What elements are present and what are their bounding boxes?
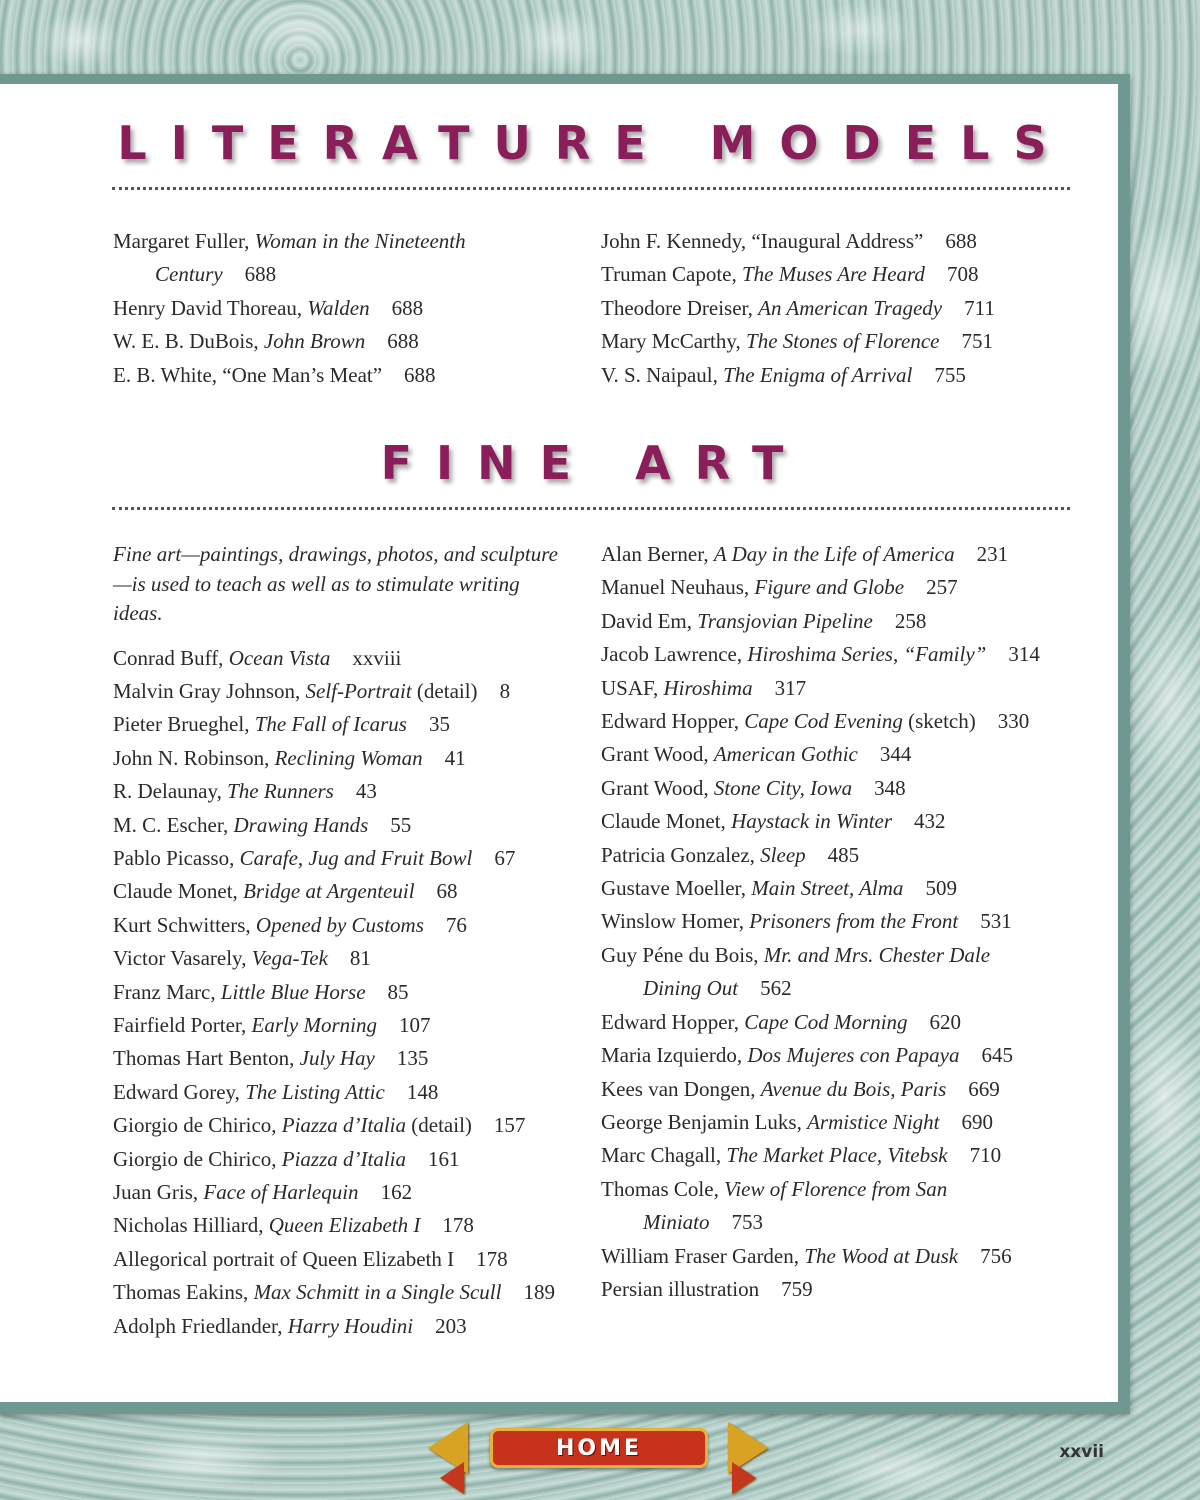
list-item <box>601 1039 1081 1072</box>
literature-models-right-column <box>601 225 1081 392</box>
entry-title: Drawing Hands <box>233 812 369 837</box>
entry-author: Edward Hopper, <box>601 709 745 734</box>
entry-author: Malvin Gray Johnson, <box>113 678 306 703</box>
entry-page-number: 55 <box>390 812 412 837</box>
entry-author: Conrad Buff, <box>113 645 229 670</box>
entry-author: Thomas Hart Benton, <box>113 1046 300 1071</box>
entry-page-number: 43 <box>355 779 377 804</box>
entry-title: An American Tragedy <box>758 295 943 320</box>
list-item <box>601 571 1081 604</box>
entry-page-number: 432 <box>914 809 946 834</box>
list-item <box>113 1176 593 1209</box>
entry-author: Henry David Thoreau, <box>113 295 308 320</box>
entry-author: Alan Berner, <box>601 542 714 566</box>
entry-title-continued: Miniato <box>643 1210 710 1235</box>
list-item <box>601 292 1081 325</box>
entry-page-number: 203 <box>435 1313 467 1338</box>
list-item <box>601 538 1081 571</box>
list-item <box>601 772 1081 805</box>
entry-page-number: 708 <box>946 262 979 287</box>
list-item <box>601 905 1081 938</box>
entry-author: Kurt Schwitters, <box>113 912 256 937</box>
entry-page-number: 157 <box>493 1113 526 1138</box>
entry-title-continued: Century <box>155 262 223 287</box>
list-item <box>113 842 593 875</box>
entry-title: Opened by Customs <box>255 912 424 937</box>
list-item <box>113 1042 593 1075</box>
entry-title: Walden <box>307 295 370 320</box>
entry-author: Patricia Gonzalez, <box>601 842 761 867</box>
list-item <box>113 1009 593 1042</box>
list-item <box>113 1076 593 1109</box>
entry-title: Reclining Woman <box>274 745 423 770</box>
entry-author: Claude Monet, <box>601 809 732 834</box>
list-item <box>113 875 593 908</box>
entry-title: The Muses Are Heard <box>741 262 925 287</box>
entry-author: John N. Robinson, <box>113 745 275 770</box>
entry-title: Cape Cod Morning <box>744 1009 908 1034</box>
entry-author: Maria Izquierdo, <box>601 1043 748 1068</box>
entry-title-continued: Dining Out <box>643 976 739 1001</box>
entry-title: Carafe, Jug and Fruit Bowl <box>239 845 473 870</box>
entry-title: View of Florence from San <box>724 1176 948 1201</box>
list-item <box>601 258 1081 291</box>
entry-author: Manuel Neuhaus, <box>601 575 755 600</box>
entry-author: Pieter Brueghel, <box>113 712 255 737</box>
list-item <box>113 775 593 808</box>
list-item <box>601 839 1081 872</box>
entry-page-number: 688 <box>404 362 436 387</box>
entry-author: E. B. White, “One Man’s Meat” <box>113 362 383 387</box>
entry-page-number: 562 <box>760 976 792 1001</box>
entry-page-number: 711 <box>964 295 995 320</box>
entry-author: Fairfield Porter, <box>113 1012 252 1037</box>
list-item <box>113 942 593 975</box>
entry-title: Little Blue Horse <box>220 979 366 1004</box>
entry-author: Gustave Moeller, <box>601 876 752 901</box>
entry-title: Vega-Tek <box>251 946 328 971</box>
entry-author: Giorgio de Chirico, <box>113 1146 282 1171</box>
entry-author: Allegorical portrait of Queen Elizabeth I <box>113 1246 455 1271</box>
list-item <box>113 359 593 392</box>
entry-author: Giorgio de Chirico, <box>113 1113 282 1138</box>
entry-title: Mr. and Mrs. Chester Dale <box>763 942 991 967</box>
entry-page-number: 67 <box>494 845 516 870</box>
entry-author: George Benjamin Luks, <box>601 1109 808 1134</box>
entry-page-number: 710 <box>969 1143 1002 1168</box>
entry-page-number: 41 <box>444 745 466 770</box>
list-item <box>601 1173 1081 1240</box>
entry-author: Thomas Cole, <box>601 1176 725 1201</box>
list-item <box>601 1073 1081 1106</box>
fine-art-heading: FINE ART <box>380 436 808 490</box>
entry-page-number: xxviii <box>352 645 402 670</box>
entry-author: Grant Wood, <box>601 742 714 767</box>
fine-art-intro: Fine art—paintings, drawings, photos, and sculpture—is used to teach as well as to stimulate writing ideas. <box>113 542 558 625</box>
entry-title: The Enigma of Arrival <box>723 362 913 387</box>
entry-title: Cape Cod Evening <box>744 709 903 734</box>
list-item <box>601 605 1081 638</box>
entry-title: Stone City, Iowa <box>713 775 853 800</box>
entry-page-number: 231 <box>976 542 1009 566</box>
entry-page-number: 189 <box>523 1280 555 1305</box>
entry-page-number: 135 <box>396 1046 429 1071</box>
entry-author: Mary McCarthy, <box>601 329 747 354</box>
list-item <box>113 675 593 708</box>
list-item <box>601 672 1081 705</box>
entry-author: Theodore Dreiser, <box>601 295 759 320</box>
entry-title: Hiroshima Series, “Family” <box>747 642 987 667</box>
entry-continuation <box>601 1206 1081 1239</box>
entry-title: The Wood at Dusk <box>804 1243 959 1268</box>
list-item <box>601 638 1081 671</box>
entry-continuation <box>601 972 1081 1005</box>
entry-author: John F. Kennedy, “Inaugural Address” <box>601 229 924 253</box>
entry-title: Dos Mujeres con Papaya <box>747 1043 960 1068</box>
entry-author: Edward Gorey, <box>113 1079 246 1104</box>
list-item <box>601 359 1081 392</box>
entry-author: Franz Marc, <box>113 979 221 1004</box>
entry-title: Ocean Vista <box>228 645 331 670</box>
list-item <box>113 1143 593 1176</box>
entry-author: R. Delaunay, <box>113 779 228 804</box>
entry-title: Hiroshima <box>663 675 753 700</box>
entry-title: The Runners <box>227 779 334 804</box>
list-item <box>113 1109 593 1142</box>
entry-author: Thomas Eakins, <box>113 1280 254 1305</box>
entry-page-number: 257 <box>926 575 958 600</box>
entry-title: A Day in the Life of America <box>713 542 955 566</box>
literature-models-heading: LITERATURE MODELS <box>117 116 1071 170</box>
entry-title: Queen Elizabeth I <box>268 1213 421 1238</box>
entry-note: (sketch) <box>902 709 976 734</box>
entry-page-number: 314 <box>1008 642 1040 667</box>
entry-page-number: 669 <box>968 1076 1000 1101</box>
fine-art-right-column <box>601 538 1081 1306</box>
list-item <box>113 1276 593 1309</box>
literature-models-left-column <box>113 225 593 392</box>
list-item <box>601 805 1081 838</box>
entry-author: V. S. Naipaul, <box>601 362 724 387</box>
entry-page-number: 751 <box>961 329 993 354</box>
entry-page-number: 756 <box>980 1243 1012 1268</box>
home-button[interactable]: HOME <box>490 1428 708 1468</box>
entry-page-number: 348 <box>874 775 906 800</box>
list-item <box>113 1243 593 1276</box>
entry-title: Sleep <box>760 842 806 867</box>
dotted-divider <box>112 187 1070 190</box>
entry-page-number: 620 <box>929 1009 962 1034</box>
entry-author: Nicholas Hilliard, <box>113 1213 269 1238</box>
entry-page-number: 330 <box>997 709 1030 734</box>
entry-author: Claude Monet, <box>113 879 244 904</box>
entry-author: Pablo Picasso, <box>113 845 240 870</box>
entry-page-number: 645 <box>981 1043 1013 1068</box>
list-item <box>601 225 1081 258</box>
list-item <box>113 642 593 675</box>
entry-author: Edward Hopper, <box>601 1009 745 1034</box>
entry-page-number: 688 <box>391 295 424 320</box>
list-item <box>601 872 1081 905</box>
entry-title: The Stones of Florence <box>746 329 940 354</box>
list-item <box>601 1106 1081 1139</box>
entry-title: Avenue du Bois, Paris <box>760 1076 947 1101</box>
entry-author: Victor Vasarely, <box>113 946 252 971</box>
entry-title: Armistice Night <box>807 1109 940 1134</box>
entry-page-number: 8 <box>499 678 511 703</box>
entry-title: Woman in the Nineteenth <box>254 229 466 253</box>
entry-author: Winslow Homer, <box>601 909 750 934</box>
list-item <box>601 1240 1081 1273</box>
list-item <box>601 1273 1081 1306</box>
entry-title: John Brown <box>263 329 366 354</box>
entry-note: (detail) <box>411 678 478 703</box>
entry-page-number: 81 <box>349 946 371 971</box>
entry-author: Marc Chagall, <box>601 1143 727 1168</box>
entry-page-number: 759 <box>781 1276 813 1301</box>
entry-page-number: 85 <box>387 979 409 1004</box>
entry-title: Figure and Globe <box>754 575 905 600</box>
entry-author: Persian illustration <box>601 1276 760 1301</box>
entry-author: Margaret Fuller, <box>113 229 255 253</box>
entry-page-number: 35 <box>428 712 450 737</box>
entry-page-number: 509 <box>925 876 957 901</box>
list-item <box>601 939 1081 1006</box>
list-item <box>601 325 1081 358</box>
entry-page-number: 161 <box>428 1146 460 1171</box>
list-item <box>113 976 593 1009</box>
entry-note: (detail) <box>406 1113 472 1138</box>
entry-author: Truman Capote, <box>601 262 742 287</box>
entry-page-number: 688 <box>387 329 419 354</box>
list-item <box>601 738 1081 771</box>
entry-author: Adolph Friedlander, <box>113 1313 288 1338</box>
list-item <box>113 325 593 358</box>
list-item <box>113 1209 593 1242</box>
entry-author: USAF, <box>601 675 664 700</box>
right-arrow-icon[interactable] <box>728 1422 768 1474</box>
entry-title: Self-Portrait <box>305 678 412 703</box>
entry-title: The Listing Attic <box>245 1079 385 1104</box>
entry-title: Face of Harlequin <box>203 1180 359 1204</box>
entry-author: Jacob Lawrence, <box>601 642 748 667</box>
entry-author: William Fraser Garden, <box>601 1243 805 1268</box>
list-item <box>601 705 1081 738</box>
entry-page-number: 107 <box>398 1012 431 1037</box>
list-item <box>113 225 593 292</box>
entry-page-number: 688 <box>945 229 977 253</box>
entry-page-number: 148 <box>406 1079 439 1104</box>
list-item <box>113 1310 593 1343</box>
entry-title: The Fall of Icarus <box>254 712 407 737</box>
entry-title: Early Morning <box>251 1012 377 1037</box>
entry-author: M. C. Escher, <box>113 812 234 837</box>
list-item <box>601 1006 1081 1039</box>
entry-title: Haystack in Winter <box>731 809 893 834</box>
dotted-divider <box>112 507 1070 510</box>
list-item <box>113 742 593 775</box>
list-item <box>113 708 593 741</box>
entry-page-number: 753 <box>731 1210 763 1235</box>
entry-continuation <box>113 258 593 291</box>
entry-page-number: 485 <box>827 842 860 867</box>
entry-title: Prisoners from the Front <box>749 909 959 934</box>
entry-page-number: 178 <box>476 1246 508 1271</box>
entry-title: Transjovian Pipeline <box>697 608 873 633</box>
entry-title: Piazza d’Italia <box>281 1113 407 1138</box>
entry-title: Harry Houdini <box>287 1313 414 1338</box>
list-item <box>601 1139 1081 1172</box>
entry-page-number: 317 <box>774 675 807 700</box>
entry-title: Max Schmitt in a Single Scull <box>253 1280 502 1305</box>
entry-page-number: 258 <box>894 608 927 633</box>
entry-page-number: 755 <box>934 362 966 387</box>
entry-title: Piazza d’Italia <box>281 1146 407 1171</box>
fine-art-left-column <box>113 540 593 1343</box>
entry-title: July Hay <box>299 1046 375 1071</box>
page-number: xxvii <box>1059 1442 1104 1462</box>
entry-page-number: 162 <box>380 1180 413 1204</box>
entry-page-number: 76 <box>445 912 467 937</box>
entry-author: Guy Péne du Bois, <box>601 942 764 967</box>
entry-page-number: 68 <box>436 879 458 904</box>
entry-page-number: 531 <box>980 909 1012 934</box>
entry-author: David Em, <box>601 608 698 633</box>
entry-page-number: 344 <box>879 742 912 767</box>
list-item <box>113 909 593 942</box>
entry-page-number: 690 <box>961 1109 993 1134</box>
entry-author: Juan Gris, <box>113 1180 204 1204</box>
entry-title: Bridge at Argenteuil <box>243 879 415 904</box>
entry-author: Grant Wood, <box>601 775 714 800</box>
entry-title: American Gothic <box>713 742 858 767</box>
entry-author: Kees van Dongen, <box>601 1076 761 1101</box>
entry-page-number: 178 <box>442 1213 474 1238</box>
navigation-bar <box>428 1418 768 1480</box>
list-item <box>113 292 593 325</box>
entry-page-number: 688 <box>244 262 277 287</box>
entry-author: W. E. B. DuBois, <box>113 329 264 354</box>
entry-title: Main Street, Alma <box>751 876 904 901</box>
left-arrow-icon[interactable] <box>428 1422 468 1474</box>
entry-title: The Market Place, Vitebsk <box>726 1143 948 1168</box>
list-item <box>113 809 593 842</box>
